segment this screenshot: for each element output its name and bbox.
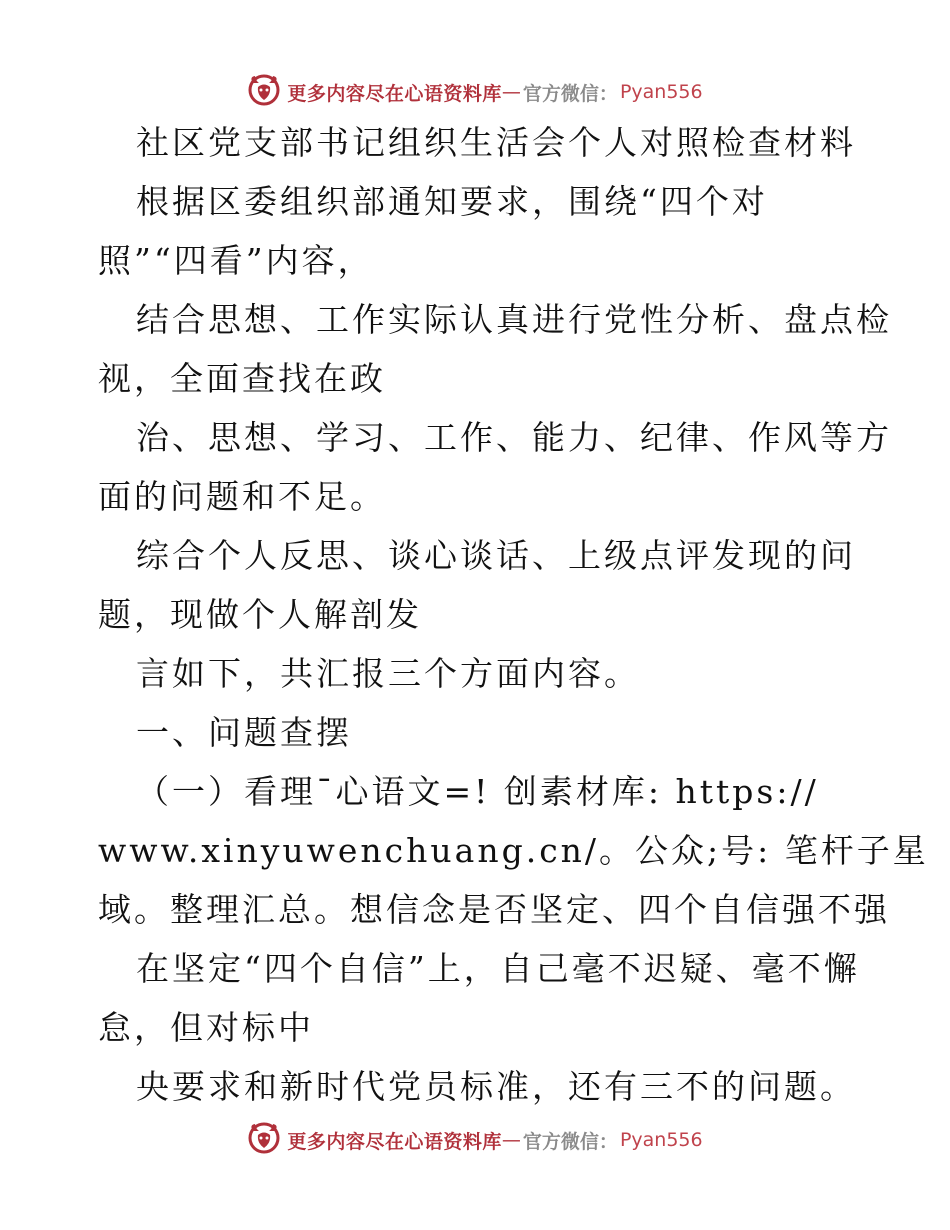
watermark-separator: — [501, 81, 521, 103]
paragraph-line: 面的问题和不足。 [98, 477, 386, 516]
cow-head-logo-icon [247, 73, 281, 112]
paragraph-line: 照”“四看”内容， [98, 241, 374, 280]
watermark-separator: — [501, 1129, 521, 1151]
paragraph-line: （一）看理¯心语文=! 创素材库: https:// [136, 772, 819, 811]
paragraph-line: 言如下，共汇报三个方面内容。 [136, 654, 640, 693]
paragraph-line: 结合思想、工作实际认真进行党性分析、盘点检 [136, 300, 892, 339]
paragraph-line: 域。整理汇总。想信念是否坚定、四个自信强不强 [98, 890, 890, 929]
watermark-wechat-id: Pyan556 [619, 81, 703, 103]
header-watermark-banner [0, 72, 950, 112]
watermark-official-label: 官方微信： [522, 1130, 618, 1153]
paragraph-line: 央要求和新时代党员标准，还有三不的问题。 [136, 1067, 856, 1106]
cow-head-logo-icon [247, 1121, 281, 1160]
paragraph-line: 在坚定“四个自信”上，自己毫不迟疑、毫不懈 [136, 949, 860, 988]
paragraph-line: 根据区委组织部通知要求，围绕“四个对 [136, 182, 768, 221]
paragraph-line: 治、思想、学习、工作、能力、纪律、作风等方 [136, 418, 892, 457]
footer-watermark-banner [0, 1120, 950, 1160]
paragraph-line: 综合个人反思、谈心谈话、上级点评发现的问 [136, 536, 856, 575]
watermark-wechat-id: Pyan556 [619, 1129, 703, 1151]
watermark-brand-text: 更多内容尽在心语资料库 [287, 82, 502, 105]
document-title: 社区党支部书记组织生活会个人对照检查材料 [136, 123, 856, 162]
paragraph-line: 视，全面查找在政 [98, 359, 386, 398]
watermark-official-label: 官方微信： [522, 82, 618, 105]
paragraph-line: 题，现做个人解剖发 [98, 595, 422, 634]
paragraph-line: 怠，但对标中 [98, 1008, 314, 1047]
section-heading: 一、问题查摆 [136, 713, 352, 752]
paragraph-line: www.xinyuwenchuang.cn/。公众;号: 笔杆子星 [98, 831, 929, 870]
watermark-brand-text: 更多内容尽在心语资料库 [287, 1130, 502, 1153]
